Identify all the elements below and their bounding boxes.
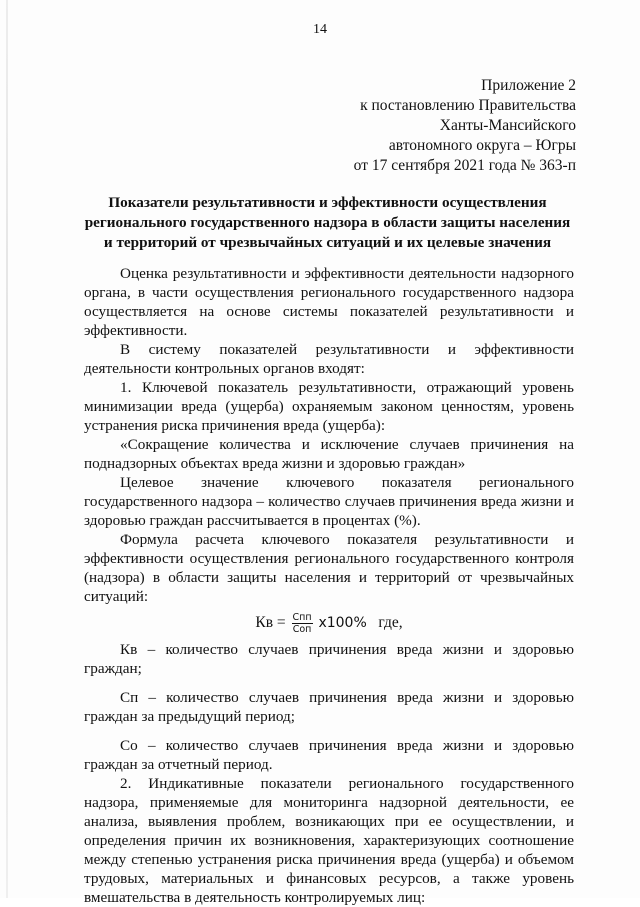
paragraph-key-indicator: 1. Ключевой показатель результативности, отражающий уровень минимизации вреда (ущерба) охраняемым законом ценностям, уровень устранения риска причинения вреда (ущерба): [84, 379, 574, 434]
definition-sp: Сп – количество случаев причинения вреда жизни и здоровью граждан за предыдущий период; [84, 689, 574, 725]
scan-edge [6, 0, 8, 898]
formula-denominator: Соп [292, 623, 312, 635]
formula-lhs: Кв = [255, 614, 286, 631]
annex-line: от 17 сентября 2021 года № 363-п [353, 157, 576, 174]
page-number: 14 [313, 22, 327, 37]
document-title [80, 193, 575, 253]
title-line: Показатели результативности и эффективности осуществления [108, 194, 547, 211]
annex-header [354, 76, 576, 176]
formula-multiplier: x100% [318, 615, 367, 631]
formula-numerator: Спп [292, 611, 312, 623]
formula-fraction [292, 612, 313, 635]
title-line: и территорий от чрезвычайных ситуаций и их целевые значения [103, 234, 552, 251]
annex-line: Ханты-Мансийского [439, 117, 576, 134]
annex-line: Приложение 2 [481, 77, 576, 94]
paragraph-indicative: 2. Индикативные показатели регионального государственного надзора, применяемые для мониторинга надзорной деятельности, ее анализа, выявления проблем, возникающих при ее осуществлении, и определения причин их возникновения, характеризующих соотношение между степенью устранения риска причинения вреда (ущерба) и объемом трудовых, материальных и финансовых ресурсов, а также уровень вмешательства в деятельность контролируемых лиц: [84, 775, 574, 906]
paragraph-quote: «Сокращение количества и исключение случаев причинения на поднадзорных объектах вреда жизни и здоровью граждан» [84, 436, 574, 472]
formula [84, 610, 574, 636]
definition-so: Со – количество случаев причинения вреда жизни и здоровью граждан за отчетный период. [84, 737, 574, 773]
document-body [84, 264, 574, 907]
formula-suffix: где, [378, 614, 403, 631]
definition-kv: Кв – количество случаев причинения вреда жизни и здоровью граждан; [84, 641, 574, 677]
paragraph-intro: Оценка результативности и эффективности деятельности надзорного органа, в части осуществления регионального государственного надзора осуществляется на основе системы показателей результативности и эффективности. [84, 265, 574, 339]
paragraph-formula-intro: Формула расчета ключевого показателя результативности и эффективности осуществления регионального государственного контроля (надзора) в области защиты населения и территорий от чрезвычайных ситуаций: [84, 531, 574, 605]
annex-line: к постановлению Правительства [360, 97, 576, 114]
paragraph-system: В систему показателей результативности и эффективности деятельности контрольных органов входят: [84, 341, 574, 377]
title-line: регионального государственного надзора в области защиты населения [84, 214, 571, 231]
paragraph-target-value: Целевое значение ключевого показателя регионального государственного надзора – количество случаев причинения вреда жизни и здоровью граждан рассчитывается в процентах (%). [84, 474, 574, 529]
annex-line: автономного округа – Югры [388, 137, 576, 154]
